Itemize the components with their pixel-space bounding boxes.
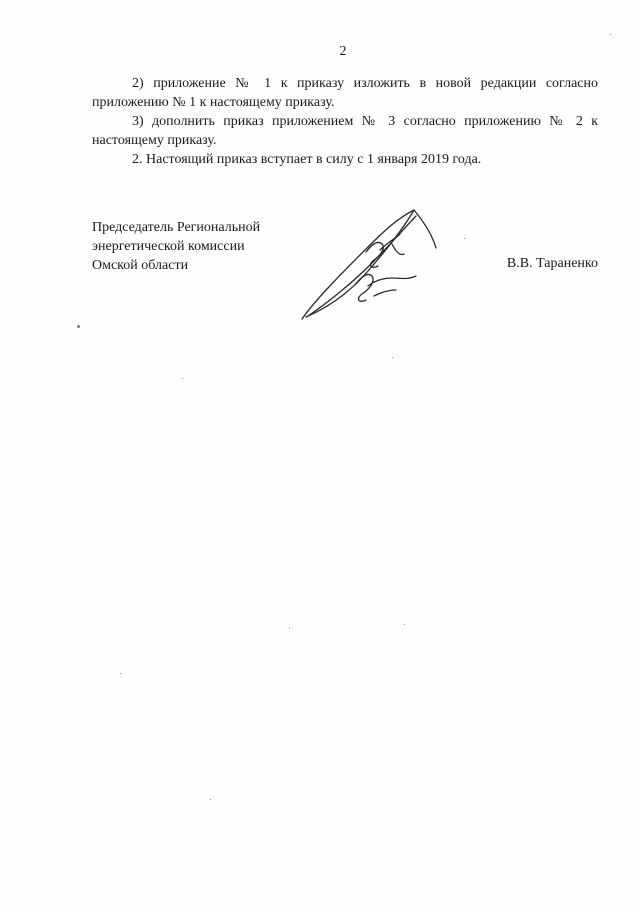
scan-speck — [392, 357, 393, 358]
scan-speck — [210, 799, 211, 800]
scan-speck — [120, 673, 121, 674]
scan-speck — [464, 238, 465, 239]
paragraph-effective-date: 2. Настоящий приказ вступает в силу с 1 января 2019 года. — [132, 152, 482, 167]
signer-position-line: Председатель Региональной — [92, 220, 261, 235]
scan-speck — [182, 378, 183, 379]
signer-position-line: энергетической комиссии — [92, 239, 245, 254]
signer-position-line: Омской области — [92, 258, 189, 273]
document-body — [92, 74, 598, 169]
page-number: 2 — [339, 44, 347, 59]
scan-speck — [404, 624, 405, 625]
scan-speck — [289, 628, 290, 629]
paragraph-item-2: 2) приложение № 1 к приказу изложить в новой редакции согласно приложению № 1 к настоящему приказу. — [92, 76, 598, 110]
signer-name: В.В. Тараненко — [506, 256, 598, 271]
scan-speck — [610, 34, 611, 35]
signer-position — [92, 218, 260, 275]
signature-block — [92, 218, 598, 328]
scan-speck — [77, 325, 80, 328]
paragraph-item-3: 3) дополнить приказ приложением № 3 согласно приложению № 2 к настоящему приказу. — [92, 114, 598, 148]
handwritten-signature — [296, 204, 456, 324]
